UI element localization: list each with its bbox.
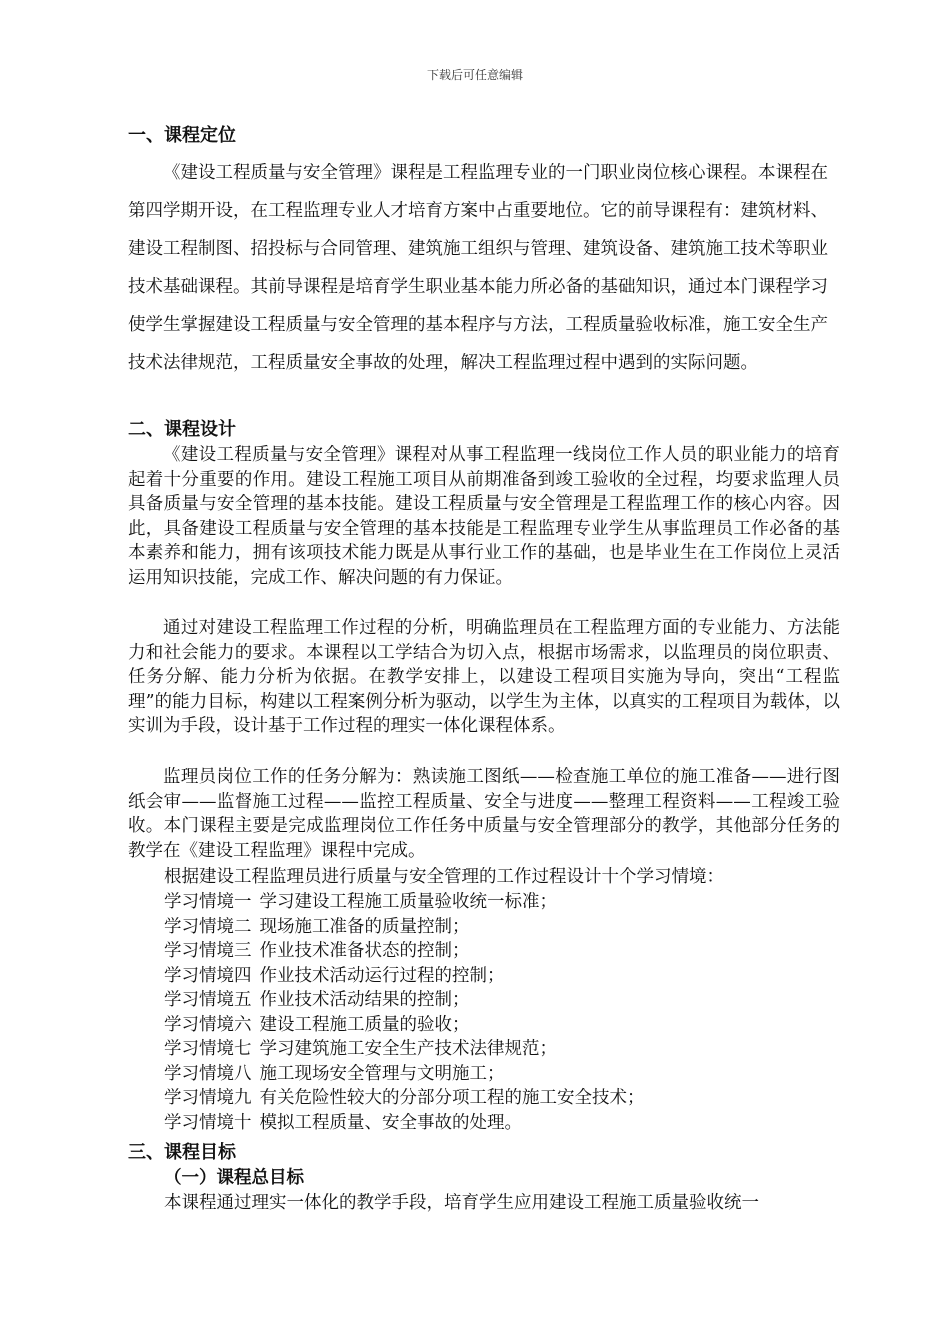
situations-intro: 根据建设工程监理员进行质量与安全管理的工作过程设计十个学习情境： (164, 867, 724, 887)
situation-text: 作业技术活动运行过程的控制； (259, 965, 505, 986)
situation-text: 学习建筑施工安全生产技术法律规范； (259, 1039, 557, 1059)
situation-text: 有关危险性较大的分部分项工程的施工安全技术； (259, 1088, 645, 1108)
course-positioning-paragraph: 《建设工程质量与安全管理》课程是工程监理专业的一门职业岗位核心课程。本课程在第四学期开设，在工程监理专业人才培育方案中占重要地位。它的前导课程有：建筑材料、建设工程制图、招投标与合同管理、建筑施工组织与管理、建筑设备、建筑施工技术等职业技术基础课程。其前导课程是培育学生职业基本能力所必备的基础知识，通过本门课程学习使学生掌握建设工程质量与安全管理的基本程序与方法，工程质量验收标准，施工安全生产技术法律规范，工程质量安全事故的处理，解决工程监理过程中遇到的实际问题。 (128, 163, 828, 373)
situation-text: 建设工程施工质量的验收； (259, 1014, 470, 1035)
situation-label: 学习情境三 (164, 941, 252, 961)
situation-label: 学习情境十 (164, 1112, 252, 1133)
situation-label: 学习情境五 (164, 990, 252, 1010)
design-paragraph-2: 通过对建设工程监理工作过程的分析，明确监理员在工程监理方面的专业能力、方法能力和社会能力的要求。本课程以工学结合为切入点，根据市场需求，以监理员的岗位职责、任务分解、能力分析为依据。在教学安排上，以建设工程项目实施为导向，突出“工程监理”的能力目标，构建以工程案例分析为驱动，以学生为主体，以真实的工程项目为载体，以实训为手段，设计基于工作过程的理实一体化课程体系。 (128, 618, 840, 736)
design-paragraph-3: 监理员岗位工作的任务分解为：熟读施工图纸——检查施工单位的施工准备——进行图纸会审——监督施工过程——监控工程质量、安全与进度——整理工程资料——工程竣工验收。本门课程主要是完成监理岗位工作任务中质量与安全管理部分的教学，其他部分任务的教学在《建设工程监理》课程中完成。 (128, 767, 840, 861)
header-note: 下载后可任意编辑 (426, 68, 523, 82)
situation-label: 学习情境七 (164, 1039, 252, 1059)
situation-label: 学习情境二 (164, 916, 252, 937)
section-heading-objectives: 三、课程目标 (128, 1142, 236, 1163)
objective-paragraph: 本课程通过理实一体化的教学手段，培育学生应用建设工程施工质量验收统一 (164, 1193, 759, 1213)
learning-situations-list (164, 890, 645, 1135)
list-item (164, 988, 645, 1013)
situation-label: 学习情境八 (164, 1063, 252, 1084)
section-heading-positioning: 一、课程定位 (128, 125, 236, 146)
list-item (164, 1013, 645, 1038)
list-item (164, 915, 645, 940)
section-heading-design: 二、课程设计 (128, 419, 236, 440)
list-item (164, 890, 645, 915)
situation-label: 学习情境九 (164, 1088, 252, 1108)
design-paragraph-1: 《建设工程质量与安全管理》课程对从事工程监理一线岗位工作人员的职业能力的培育起着十分重要的作用。建设工程施工项目从前期准备到竣工验收的全过程，均要求监理人员具备质量与安全管理的基本技能。建设工程质量与安全管理是工程监理工作的核心内容。因此，具备建设工程质量与安全管理的基本技能是工程监理专业学生从事监理员工作必备的基本素养和能力，拥有该项技术能力既是从事行业工作的基础，也是毕业生在工作岗位上灵活运用知识技能，完成工作、解决问题的有力保证。 (128, 445, 840, 588)
situation-label: 学习情境四 (164, 965, 252, 986)
list-item (164, 964, 645, 989)
situation-label: 学习情境一 (164, 892, 252, 912)
list-item (164, 1037, 645, 1062)
situation-text: 现场施工准备的质量控制； (259, 916, 470, 937)
situation-text: 作业技术活动结果的控制； (259, 990, 470, 1010)
situation-text: 施工现场安全管理与文明施工； (259, 1063, 505, 1084)
situation-text: 模拟工程质量、安全事故的处理。 (259, 1112, 522, 1133)
situation-label: 学习情境六 (164, 1014, 252, 1035)
situation-text: 学习建设工程施工质量验收统一标准； (259, 892, 557, 912)
list-item (164, 1086, 645, 1111)
list-item (164, 1062, 645, 1087)
list-item (164, 939, 645, 964)
subheading-overall-objective: （一）课程总目标 (164, 1168, 304, 1188)
list-item (164, 1111, 645, 1136)
situation-text: 作业技术准备状态的控制； (259, 941, 470, 961)
